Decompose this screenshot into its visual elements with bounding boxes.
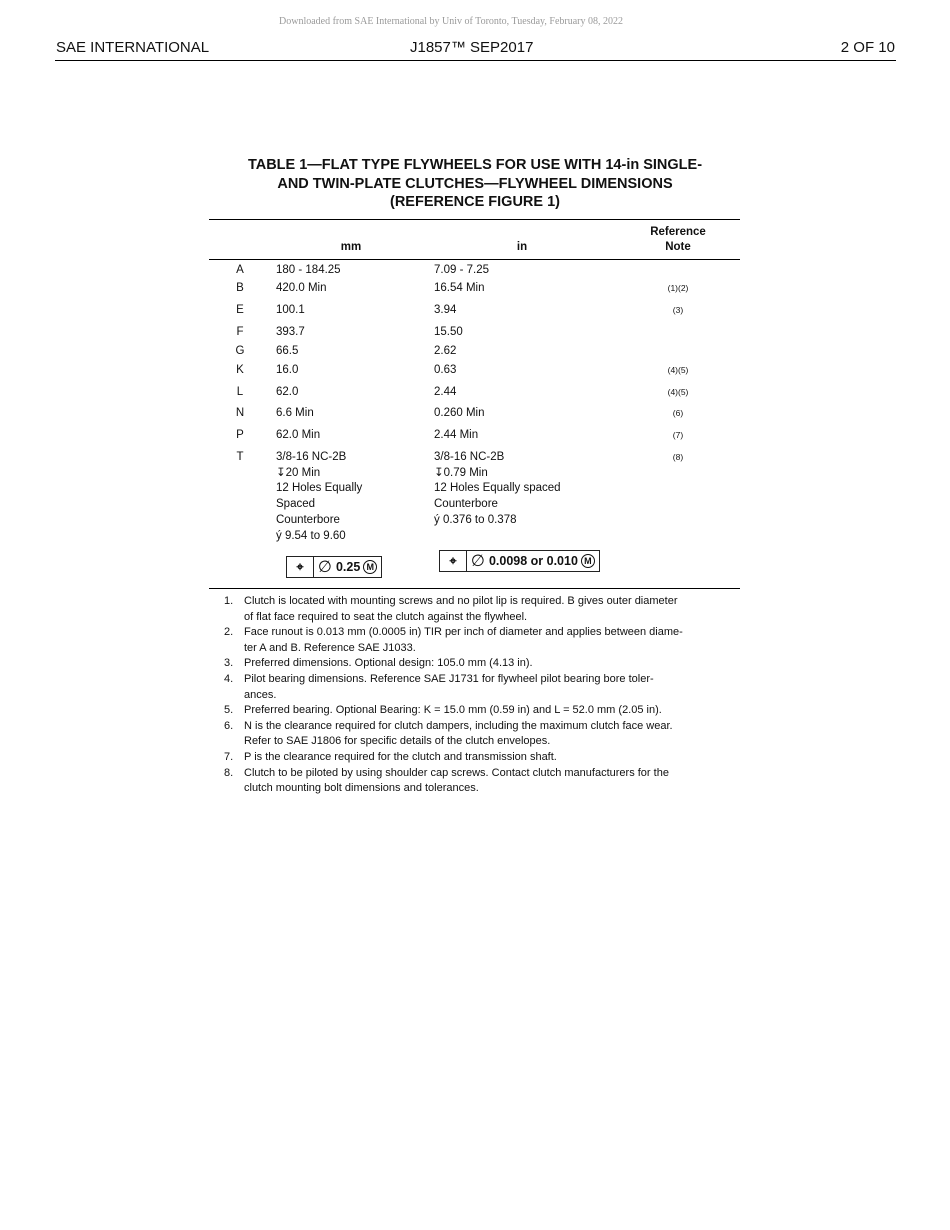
- row-mm-value: 66.5: [276, 345, 299, 357]
- footnote-number: 7.: [224, 750, 234, 763]
- row-reference-note: (4)(5): [667, 365, 689, 375]
- table-title-line: AND TWIN-PLATE CLUTCHES—FLYWHEEL DIMENSIONS: [277, 175, 673, 192]
- row-mm-line: ý 9.54 to 9.60: [276, 529, 346, 542]
- row-in-value: 2.44: [434, 386, 457, 398]
- tolerance-value: 0.25: [335, 560, 361, 574]
- row-in-line: ↧0.79 Min: [434, 466, 488, 479]
- row-mm-line: 12 Holes Equally: [276, 482, 363, 495]
- table-header-rule: [209, 259, 740, 260]
- row-in-value: 15.50: [434, 326, 463, 338]
- footnote-number: 5.: [224, 704, 234, 717]
- footnote-line: Clutch is located with mounting screws and no pilot lip is required. B gives outer diameter: [244, 595, 678, 607]
- footnote-line: Clutch to be piloted by using shoulder cap screws. Contact clutch manufacturers for the: [244, 766, 669, 779]
- row-in-value: 0.260 Min: [434, 407, 485, 419]
- row-label: E: [236, 304, 244, 316]
- footnote-line: clutch mounting bolt dimensions and tolerances.: [244, 782, 479, 795]
- row-label: K: [236, 364, 244, 376]
- footnote-line: ances.: [244, 688, 277, 701]
- row-mm-line: 3/8-16 NC-2B: [276, 451, 347, 463]
- row-in-line: 3/8-16 NC-2B: [434, 451, 505, 463]
- footnote-number: 3.: [224, 657, 234, 670]
- header-page-number: 2 OF 10: [840, 39, 895, 56]
- row-mm-value: 16.0: [276, 364, 299, 376]
- position-icon: ⌖: [440, 551, 467, 571]
- column-header-ref-line: Note: [665, 241, 691, 253]
- row-mm-value: 62.0: [276, 386, 299, 398]
- header-org: SAE INTERNATIONAL: [56, 39, 210, 56]
- row-reference-note: (8): [672, 452, 684, 462]
- header-doc-id: J1857™ SEP2017: [410, 39, 534, 56]
- position-tolerance-frame-in: [439, 550, 600, 572]
- position-tolerance-frame-mm: [286, 556, 382, 578]
- table-title-line: (REFERENCE FIGURE 1): [390, 194, 560, 210]
- footnote: [224, 656, 744, 672]
- tolerance-value: 0.0098 or 0.010: [488, 554, 578, 568]
- row-label: L: [236, 386, 244, 398]
- diameter-icon: ∅: [318, 559, 332, 576]
- row-label: A: [236, 264, 244, 276]
- tolerance-value-cell: [314, 557, 381, 577]
- table-footnotes: [224, 594, 744, 797]
- row-label: T: [236, 451, 244, 463]
- footnote: [224, 766, 744, 797]
- tolerance-value-cell: [467, 551, 599, 571]
- row-in-line: 12 Holes Equally spaced: [434, 482, 561, 495]
- footnote: [224, 625, 744, 656]
- footnote-line: Preferred dimensions. Optional design: 105.0 mm (4.13 in).: [244, 657, 533, 670]
- page-header: [55, 38, 896, 61]
- row-mm-value: 393.7: [276, 326, 305, 338]
- footnote: [224, 594, 744, 625]
- max-material-icon: M: [363, 560, 377, 574]
- row-mm-value: 62.0 Min: [276, 429, 321, 441]
- footnote-line: Pilot bearing dimensions. Reference SAE J1731 for flywheel pilot bearing bore toler-: [244, 672, 654, 685]
- row-mm-line: ↧20 Min: [276, 466, 321, 479]
- footnote-line: Preferred bearing. Optional Bearing: K = 15.0 mm (0.59 in) and L = 52.0 mm (2.05 in).: [244, 704, 662, 717]
- row-in-value: [434, 450, 561, 529]
- row-reference-note: (7): [672, 430, 684, 440]
- footnote-line: ter A and B. Reference SAE J1033.: [244, 641, 416, 654]
- position-icon: ⌖: [287, 557, 314, 577]
- footnote-line: P is the clearance required for the clutch and transmission shaft.: [244, 750, 557, 763]
- row-mm-value: 6.6 Min: [276, 407, 314, 419]
- row-mm-line: Spaced: [276, 498, 316, 511]
- max-material-icon: M: [581, 554, 595, 568]
- row-mm-line: Counterbore: [276, 513, 340, 526]
- footnote: [224, 719, 744, 750]
- table-title-line: TABLE 1—FLAT TYPE FLYWHEELS FOR USE WITH 14-in SINGLE-: [247, 157, 703, 173]
- footnote-number: 4.: [224, 672, 234, 685]
- row-in-line: ý 0.376 to 0.378: [434, 513, 517, 526]
- row-in-value: 2.62: [434, 345, 457, 357]
- footnote-number: 8.: [224, 766, 234, 779]
- footnote-line: of flat face required to seat the clutch against the flywheel.: [244, 610, 528, 623]
- footnote-line: N is the clearance required for clutch dampers, including the maximum clutch face wear.: [244, 719, 673, 732]
- column-header-in: in: [516, 241, 528, 253]
- row-label: P: [236, 429, 244, 441]
- row-reference-note: (3): [672, 305, 684, 315]
- row-label: N: [235, 407, 245, 419]
- footnote: [224, 672, 744, 703]
- row-in-value: 2.44 Min: [434, 429, 479, 441]
- row-reference-note: (4)(5): [667, 387, 689, 397]
- row-mm-value: [276, 450, 362, 544]
- footnote-number: 6.: [224, 719, 234, 732]
- diameter-icon: ∅: [471, 553, 485, 570]
- row-in-value: 3.94: [434, 304, 457, 316]
- row-label: B: [236, 282, 244, 294]
- row-label: F: [236, 326, 244, 338]
- footnote-line: Refer to SAE J1806 for specific details of the clutch envelopes.: [244, 735, 551, 748]
- table-top-rule: [209, 219, 740, 220]
- footnote-number: 1.: [224, 595, 234, 607]
- row-in-value: 0.63: [434, 364, 457, 376]
- row-label: G: [235, 345, 245, 357]
- download-watermark: Downloaded from SAE International by Univ of Toronto, Tuesday, February 08, 2022: [279, 16, 623, 27]
- footnote-line: Face runout is 0.013 mm (0.0005 in) TIR per inch of diameter and applies between diame-: [244, 626, 683, 639]
- row-reference-note: (6): [672, 408, 684, 418]
- row-in-line: Counterbore: [434, 498, 498, 511]
- row-in-value: 7.09 - 7.25: [434, 264, 489, 276]
- row-reference-note: (1)(2): [667, 283, 689, 293]
- row-mm-value: 420.0 Min: [276, 282, 327, 294]
- footnote: [224, 703, 744, 719]
- column-header-mm: mm: [340, 241, 362, 253]
- column-header-reference-note: [638, 225, 718, 255]
- footnote: [224, 750, 744, 766]
- row-in-value: 16.54 Min: [434, 282, 485, 294]
- row-mm-value: 180 - 184.25: [276, 264, 341, 276]
- footnote-number: 2.: [224, 626, 234, 639]
- column-header-ref-line: Reference: [650, 226, 706, 238]
- table-bottom-rule: [209, 588, 740, 589]
- row-mm-value: 100.1: [276, 304, 305, 316]
- table-title: [210, 156, 740, 212]
